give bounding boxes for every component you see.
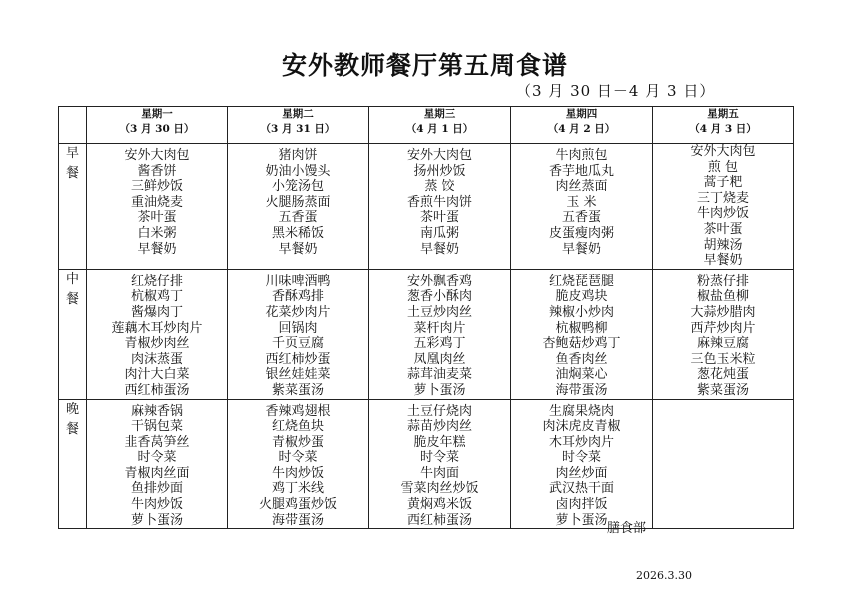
dish-item: 牛肉炒饭	[130, 497, 183, 513]
day-name: 星期一	[141, 108, 173, 120]
dish-item: 黑米稀饭	[271, 225, 324, 241]
dish-list	[228, 270, 368, 399]
dish-item: 肉丝蒸面	[555, 179, 608, 195]
dish-item: 安外大肉包	[690, 144, 756, 159]
dish-item: 西红柿蛋汤	[124, 382, 190, 398]
day-header-tue	[228, 107, 369, 144]
meal-label-char: 早	[65, 146, 79, 161]
dish-item: 脆皮鸡块	[555, 289, 608, 305]
dish-item: 三丁烧麦	[696, 190, 749, 206]
dish-item: 红烧仔排	[130, 273, 183, 289]
dish-item: 油焖菜心	[555, 367, 608, 383]
dish-item: 辣椒小炒肉	[548, 304, 614, 320]
dish-item: 时令菜	[278, 450, 318, 466]
dish-item: 牛肉炒饭	[271, 465, 324, 481]
header-row	[59, 107, 794, 144]
dish-item: 肉沫虎皮青椒	[542, 419, 621, 435]
lunch-tue-cell	[228, 269, 369, 399]
dish-item: 五香蛋	[561, 210, 601, 226]
dish-list	[228, 400, 368, 529]
dish-item: 紫菜蛋汤	[271, 382, 324, 398]
breakfast-mon-cell	[87, 144, 228, 270]
dish-item: 萝卜蛋汤	[413, 382, 466, 398]
dish-item: 蒿子粑	[703, 175, 743, 191]
dish-item: 蒜苗炒肉丝	[406, 419, 472, 435]
dish-item: 青椒肉丝面	[124, 465, 190, 481]
dinner-tue-cell	[228, 399, 369, 529]
dish-list	[369, 270, 510, 399]
dish-item: 安外大肉包	[406, 148, 472, 163]
dish-item: 红烧琵琶腿	[548, 273, 614, 289]
dish-item: 酱爆肉丁	[130, 304, 183, 320]
dish-item: 早餐奶	[419, 241, 459, 257]
dish-item: 牛肉炒饭	[696, 206, 749, 222]
dish-item: 麻辣豆腐	[696, 336, 749, 352]
dish-item: 菜杆肉片	[413, 320, 466, 336]
lunch-row	[59, 269, 794, 399]
dish-item: 香辣鸡翅根	[265, 403, 331, 419]
dish-item: 杭椒鸭柳	[555, 320, 608, 336]
breakfast-tue-cell	[228, 144, 369, 270]
dish-item: 重油烧麦	[130, 194, 183, 210]
dinner-thu-cell	[511, 399, 653, 529]
dish-item: 粉蒸仔排	[696, 273, 749, 289]
dish-item: 香芋地瓜丸	[548, 163, 614, 179]
dinner-mon-cell	[87, 399, 228, 529]
dish-item: 脆皮年糕	[413, 434, 466, 450]
dish-item: 煎 包	[707, 159, 739, 175]
dinner-label	[59, 399, 87, 529]
dish-item: 黄焖鸡米饭	[406, 497, 472, 513]
dish-list	[87, 270, 227, 399]
dish-item: 蒸 饺	[424, 179, 455, 195]
dish-item: 杏鲍菇炒鸡丁	[542, 336, 621, 352]
dish-item: 南瓜粥	[419, 225, 459, 241]
dinner-fri-cell	[653, 399, 794, 529]
dish-item: 安外大肉包	[124, 148, 190, 163]
breakfast-thu-cell	[511, 144, 653, 270]
meal-label-char: 餐	[65, 291, 79, 307]
page-title: 安外教师餐厅第五周食谱	[281, 51, 568, 80]
breakfast-wed-cell	[369, 144, 511, 270]
day-header-fri	[653, 107, 794, 144]
dinner-row	[59, 399, 794, 529]
dish-item: 西芹炒肉片	[690, 320, 756, 336]
dish-item: 海带蛋汤	[271, 512, 324, 528]
dish-item: 卤肉拌饭	[555, 497, 608, 513]
dish-item: 千页豆腐	[271, 336, 324, 352]
dish-item: 青椒炒肉丝	[124, 336, 190, 352]
dish-item: 葱花炖蛋	[696, 367, 749, 383]
dish-item: 青椒炒蛋	[271, 434, 324, 450]
dish-list	[511, 270, 652, 399]
dish-list	[511, 400, 652, 529]
day-header-thu	[511, 107, 653, 144]
dish-item: 葱香小酥肉	[406, 289, 472, 305]
dish-item: 五香蛋	[278, 210, 318, 226]
dish-item: 莲藕木耳炒肉片	[111, 320, 203, 336]
dish-item: 干锅包菜	[130, 419, 183, 435]
dish-item: 火腿肠蒸面	[265, 194, 331, 210]
dish-item: 牛肉面	[419, 465, 459, 481]
dish-item: 时令菜	[561, 450, 601, 466]
day-name: 星期二	[282, 108, 314, 120]
dish-item: 肉丝炒面	[555, 465, 608, 481]
lunch-wed-cell	[369, 269, 511, 399]
day-date: （3 月 31 日）	[260, 123, 336, 135]
dish-list	[653, 400, 793, 404]
day-name: 星期五	[707, 108, 739, 120]
dish-item: 时令菜	[419, 450, 459, 466]
day-date: （3 月 30 日）	[119, 123, 195, 135]
dish-item: 麻辣香锅	[130, 403, 183, 419]
dish-list	[228, 144, 368, 257]
dish-item: 早餐奶	[278, 241, 318, 257]
dish-item: 土豆仔烧肉	[406, 403, 472, 419]
dish-item: 萝卜蛋汤	[555, 512, 608, 528]
dish-item: 扬州炒饭	[413, 163, 466, 179]
meal-label-char: 中	[65, 271, 79, 287]
dish-item: 小笼汤包	[271, 179, 324, 195]
dish-item: 鸡丁米线	[271, 481, 324, 497]
menu-table	[58, 106, 794, 529]
corner-cell	[59, 107, 87, 144]
day-date: （4 月 3 日）	[689, 123, 757, 135]
day-name: 星期四	[565, 108, 598, 120]
dish-item: 玉 米	[566, 194, 597, 210]
dish-item: 西红柿炒蛋	[265, 351, 331, 367]
dish-list	[653, 270, 793, 399]
dish-item: 西红柿蛋汤	[406, 512, 472, 528]
lunch-label	[59, 269, 87, 399]
meal-label-char: 餐	[65, 421, 79, 437]
dish-item: 白米粥	[137, 225, 177, 241]
dish-item: 韭香莴笋丝	[124, 434, 190, 450]
dish-list	[87, 144, 227, 257]
dish-list	[369, 144, 510, 257]
dish-list	[369, 400, 510, 529]
dish-item: 早餐奶	[561, 241, 601, 257]
issue-date: 2026.3.30	[636, 569, 692, 582]
breakfast-row	[59, 144, 794, 270]
dish-item: 早餐奶	[137, 241, 177, 257]
dish-item: 牛肉煎包	[555, 148, 608, 163]
dish-item: 土豆炒肉丝	[406, 304, 472, 320]
breakfast-fri-cell	[653, 144, 794, 270]
dish-item: 雪菜肉丝炒饭	[400, 481, 479, 497]
day-header-wed	[369, 107, 511, 144]
lunch-thu-cell	[511, 269, 653, 399]
dish-item: 奶油小馒头	[265, 163, 331, 179]
dish-item: 鱼香肉丝	[555, 351, 608, 367]
day-header-mon	[87, 107, 228, 144]
dinner-wed-cell	[369, 399, 511, 529]
dish-item: 蒜茸油麦菜	[406, 367, 472, 383]
dish-item: 茶叶蛋	[137, 210, 177, 226]
week-date-range: （3 月 30 日－4 月 3 日）	[516, 82, 716, 100]
day-name: 星期三	[423, 108, 456, 120]
dish-item: 三色玉米粒	[690, 351, 756, 367]
dish-item: 红烧鱼块	[271, 419, 324, 435]
dish-item: 三鲜炒饭	[130, 179, 183, 195]
dish-item: 花菜炒肉片	[265, 304, 331, 320]
dish-item: 茶叶蛋	[703, 221, 743, 237]
day-date: （4 月 2 日）	[547, 123, 616, 135]
dish-item: 木耳炒肉片	[548, 434, 614, 450]
department-signature: 膳食部	[607, 521, 647, 536]
dish-item: 川味啤酒鸭	[265, 273, 331, 289]
dish-item: 杭椒鸡丁	[130, 289, 183, 305]
meal-label-char: 晚	[65, 401, 79, 417]
dish-item: 安外飘香鸡	[406, 273, 472, 289]
dish-item: 早餐奶	[703, 253, 743, 269]
dish-item: 凤凰肉丝	[413, 351, 466, 367]
dish-item: 香酥鸡排	[271, 289, 324, 305]
dish-item: 回锅肉	[278, 320, 318, 336]
dish-item: 椒盐鱼柳	[696, 289, 749, 305]
dish-item: 肉沫蒸蛋	[130, 351, 183, 367]
dish-item: 胡辣汤	[703, 237, 743, 253]
dish-item: 银丝娃娃菜	[265, 367, 331, 383]
dish-item: 肉汁大白菜	[124, 367, 190, 383]
dish-item: 鱼排炒面	[130, 481, 183, 497]
meal-label-char: 餐	[65, 166, 79, 181]
lunch-mon-cell	[87, 269, 228, 399]
breakfast-label	[59, 144, 87, 270]
dish-item: 海带蛋汤	[555, 382, 608, 398]
dish-item: 五彩鸡丁	[413, 336, 466, 352]
dish-list	[511, 144, 652, 257]
dish-item: 大蒜炒腊肉	[690, 304, 756, 320]
dish-item: 皮蛋瘦肉粥	[548, 225, 614, 241]
dish-item: 茶叶蛋	[419, 210, 459, 226]
dish-item: 酱香饼	[137, 163, 177, 179]
dish-item: 火腿鸡蛋炒饭	[258, 497, 337, 513]
lunch-fri-cell	[653, 269, 794, 399]
dish-item: 猪肉饼	[278, 148, 318, 163]
dish-item: 时令菜	[137, 450, 177, 466]
dish-item: 生腐果烧肉	[548, 403, 614, 419]
dish-item: 萝卜蛋汤	[130, 512, 183, 528]
dish-list	[653, 144, 793, 269]
day-date: （4 月 1 日）	[405, 123, 474, 135]
dish-item: 紫菜蛋汤	[696, 382, 749, 398]
dish-item: 武汉热干面	[548, 481, 614, 497]
dish-item: 香煎牛肉饼	[406, 194, 472, 210]
dish-list	[87, 400, 227, 529]
